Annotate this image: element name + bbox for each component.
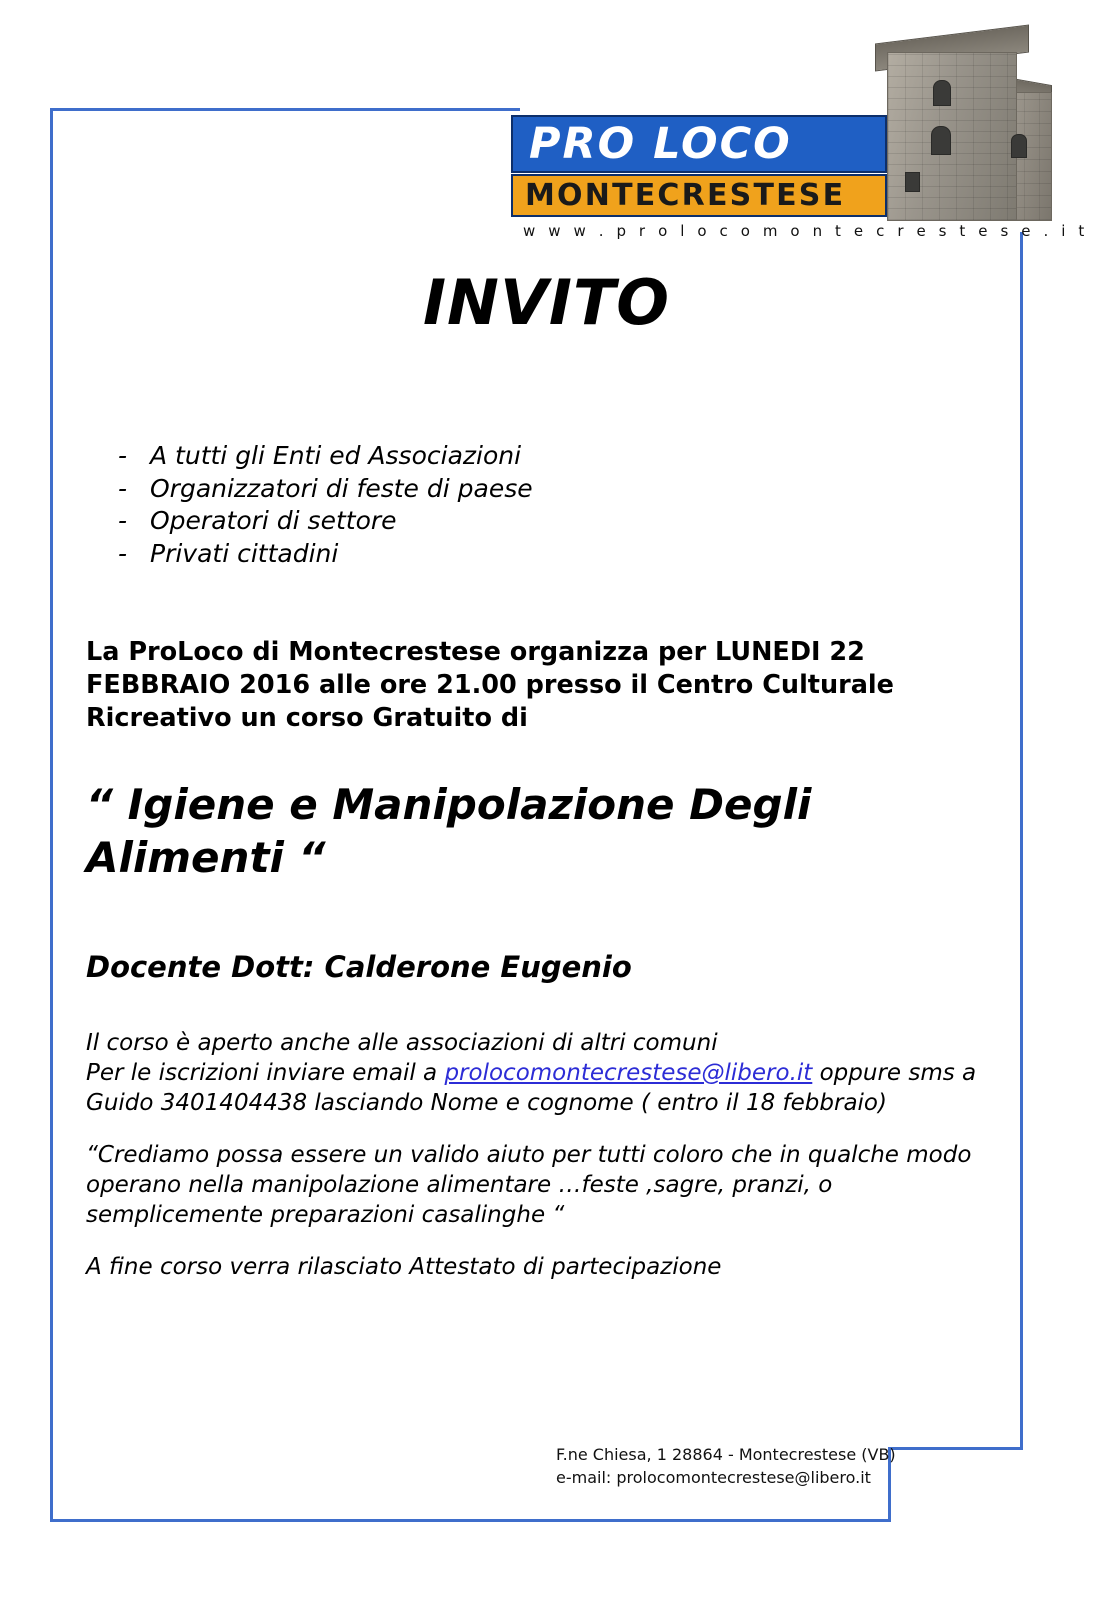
course-title: “ Igiene e Manipolazione Degli Alimenti “	[86, 780, 812, 882]
tower-window	[905, 172, 920, 192]
list-item	[118, 505, 918, 538]
list-item-label: Organizzatori di feste di paese	[150, 473, 533, 503]
certificate-note: A fine corso verra rilasciato Attestato di partecipazione	[86, 1254, 722, 1280]
registration-email-link[interactable]: prolocomontecrestese@libero.it	[444, 1060, 813, 1086]
tower-window	[933, 80, 951, 106]
registration-line-3: Guido 3401404438 lasciando Nome e cognome ( entro il 18 febbraio)	[86, 1090, 887, 1116]
registration-info	[86, 1028, 1016, 1118]
logo-secondary-text: MONTECRESTESE	[525, 178, 846, 213]
logo-secondary-banner	[511, 174, 887, 217]
page-border-right	[1020, 232, 1023, 1447]
list-item-label: A tutti gli Enti ed Associazioni	[150, 441, 522, 470]
tower-body	[887, 52, 1017, 221]
list-item	[118, 473, 918, 506]
list-item	[118, 440, 918, 473]
proloco-logo	[505, 22, 1089, 247]
audience-list	[118, 440, 918, 570]
registration-line-2-pre: Per le iscrizioni inviare email a	[86, 1060, 445, 1086]
logo-primary-banner	[511, 115, 887, 173]
registration-line-1: Il corso è aperto anche alle associazioni di altri comuni	[86, 1030, 718, 1056]
bullet-dash: -	[118, 506, 128, 535]
registration-line-2	[86, 1058, 1016, 1088]
page-border-bottom	[50, 1519, 890, 1522]
stone-tower-icon	[875, 22, 1050, 219]
bullet-dash: -	[118, 441, 128, 470]
page-border-top	[50, 108, 520, 111]
footer	[556, 1443, 1016, 1489]
tower-window	[931, 126, 951, 155]
footer-email: e-mail: prolocomontecrestese@libero.it	[556, 1468, 871, 1487]
logo-primary-text: PRO LOCO	[529, 119, 792, 169]
logo-website-url: w w w . p r o l o c o m o n t e c r e s t e s e . i t	[523, 222, 1089, 240]
announcement-paragraph: La ProLoco di Montecrestese organizza per LUNEDI 22 FEBBRAIO 2016 alle ore 21.00 presso il Centro Culturale Ricreativo un corso Gratuito di	[86, 637, 894, 733]
footer-address: F.ne Chiesa, 1 28864 - Montecrestese (VB)	[556, 1445, 896, 1464]
bullet-dash: -	[118, 473, 128, 503]
list-item-label: Operatori di settore	[150, 506, 397, 535]
registration-line-2-post: oppure sms a	[812, 1060, 977, 1086]
quote-paragraph: “Crediamo possa essere un valido aiuto per tutti coloro che in qualche modo operano nella manipolazione alimentare …feste ,sagre, pranzi, o semplicemente preparazioni casalinghe “	[86, 1142, 972, 1228]
list-item	[118, 538, 918, 571]
teacher-name: Docente Dott: Calderone Eugenio	[86, 950, 632, 984]
tower-window	[1011, 134, 1027, 158]
bullet-dash: -	[118, 538, 128, 568]
page-title: INVITO	[422, 266, 670, 339]
list-item-label: Privati cittadini	[150, 538, 339, 568]
